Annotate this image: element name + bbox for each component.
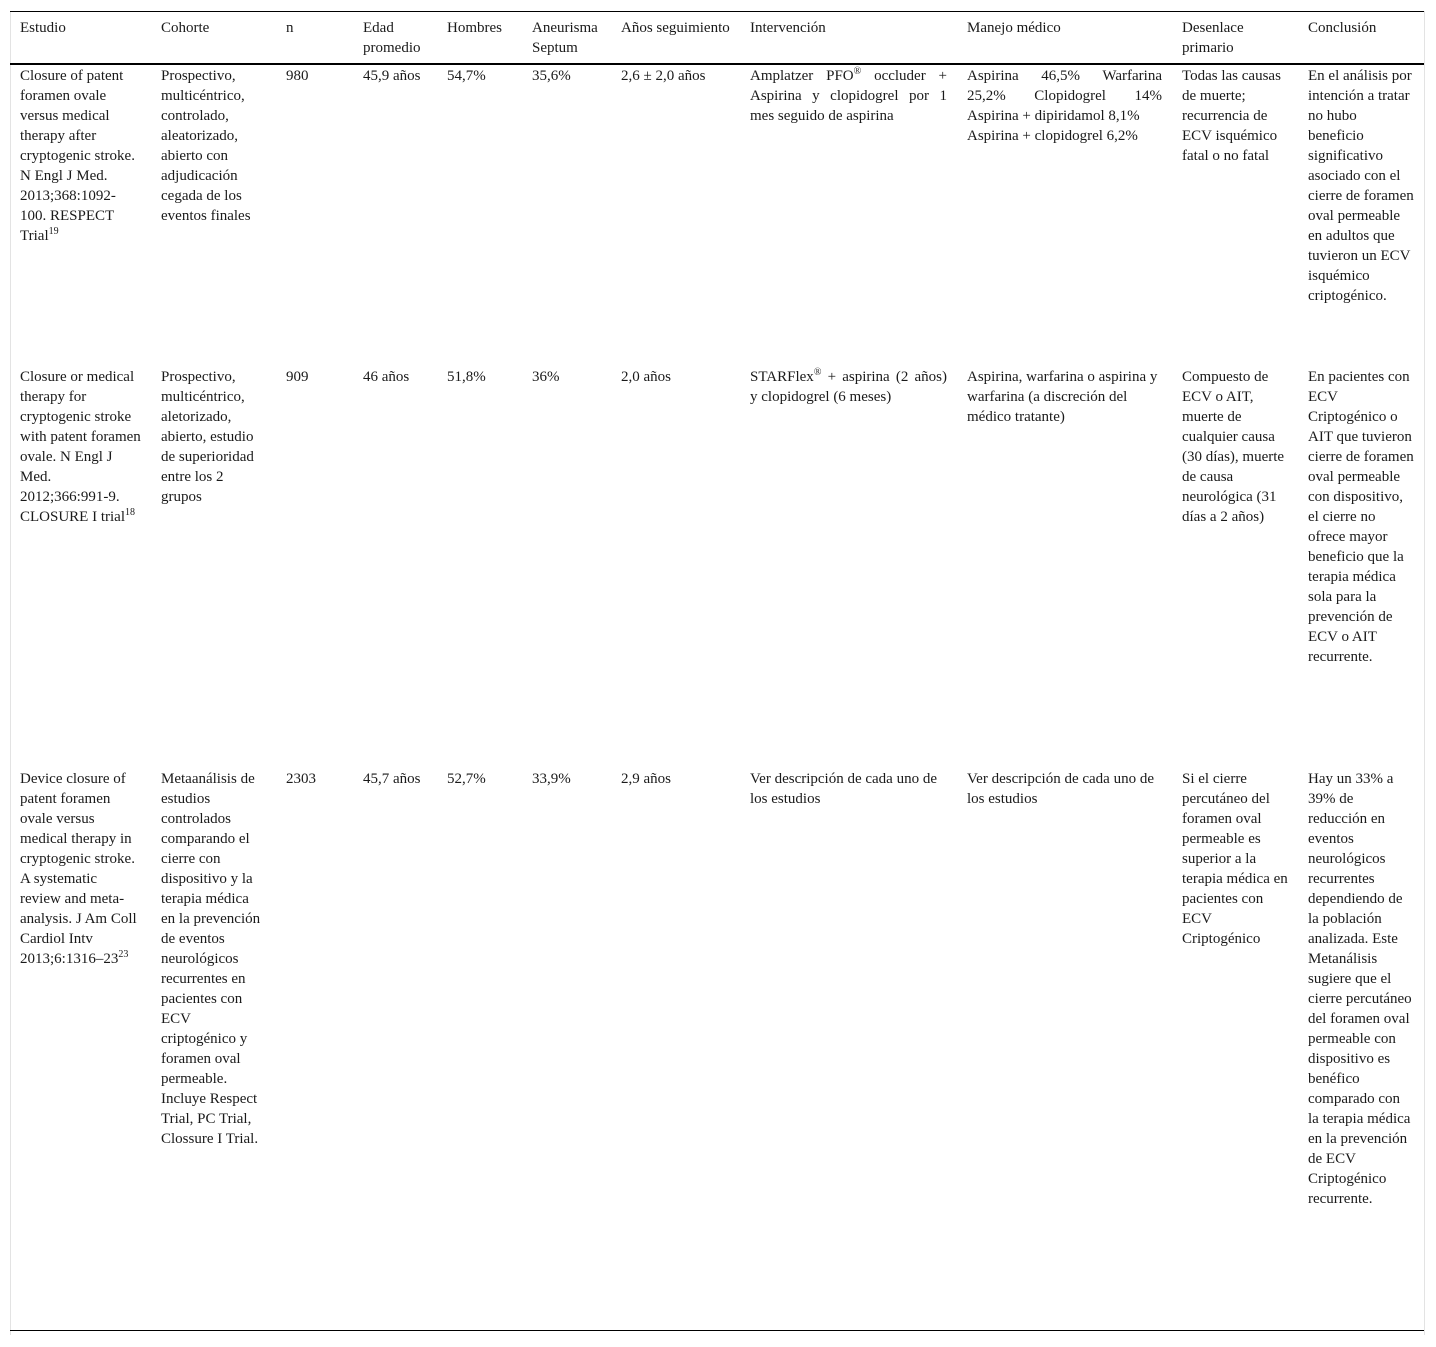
- estudio-text: Closure or medical therapy for cryptogenic stroke with patent foramen ovale. N Engl J Med. 2012;366:991-9. CLOSURE I trial: [20, 369, 141, 525]
- table-right-edge: [1424, 11, 1425, 1335]
- header-desenlace: Desenlace primario: [1182, 20, 1244, 56]
- cell-cohorte: Metaanálisis de estudios controlados comparando el cierre con dispositivo y la terapia médica en la prevención de eventos neurológicos recurrentes en pacientes con ECV criptogénico y foramen oval permeable. Incluye Respect Trial, PC Trial, Clossure I Trial.: [161, 771, 261, 1147]
- cell-edad: 45,7 años: [363, 771, 421, 787]
- studies-table-container: [10, 11, 1424, 1331]
- intervencion-detail: occluder + Aspirina y clopidogrel por 1 mes seguido de aspirina: [750, 68, 947, 124]
- table-body: [10, 64, 1424, 1330]
- intervencion-device: STARFlex: [750, 369, 814, 385]
- header-cohorte: Cohorte: [161, 20, 210, 36]
- header-conclusion: Conclusión: [1308, 20, 1377, 36]
- estudio-text: Closure of patent foramen ovale versus medical therapy after cryptogenic stroke. N Engl J Med. 2013;368:1092-100. RESPECT Trial: [20, 68, 135, 244]
- cell-conclusion: En pacientes con ECV Criptogénico o AIT que tuvieron cierre de foramen oval permeable con dispositivo, el cierre no ofrece mayor beneficio que la terapia médica sola para la prevención de ECV o AIT recurrente.: [1308, 369, 1414, 665]
- cell-edad: 45,9 años: [363, 68, 421, 84]
- cell-intervencion: [740, 64, 957, 366]
- header-aneurisma: Aneurisma Septum: [532, 20, 598, 56]
- cell-aneurisma: 33,9%: [532, 771, 571, 787]
- cell-seguimiento: 2,6 ± 2,0 años: [621, 68, 706, 84]
- header-estudio: Estudio: [20, 20, 66, 36]
- cell-hombres: 52,7%: [447, 771, 486, 787]
- cell-seguimiento: 2,0 años: [621, 369, 671, 385]
- estudio-text: Device closure of patent foramen ovale versus medical therapy in cryptogenic stroke. A systematic review and meta-analysis. J Am Coll Cardiol Intv 2013;6:1316–23: [20, 771, 137, 967]
- cell-estudio: [10, 366, 151, 768]
- reference-number: 23: [118, 949, 129, 960]
- cell-manejo: [957, 64, 1172, 366]
- intervencion-detail: + aspirina (2 años) y clopidogrel (6 meses): [750, 369, 947, 405]
- cell-aneurisma: 36%: [532, 369, 560, 385]
- cell-estudio: [10, 768, 151, 1330]
- cell-intervencion: [740, 366, 957, 768]
- cell-cohorte: Prospectivo, multicéntrico, controlado, aleatorizado, abierto con adjudicación cegada de los eventos finales: [161, 68, 251, 224]
- cell-aneurisma: 35,6%: [532, 68, 571, 84]
- header-hombres: Hombres: [447, 20, 502, 36]
- cell-n: 909: [286, 369, 309, 385]
- reference-number: 19: [48, 226, 59, 237]
- cell-manejo: [957, 768, 1172, 1330]
- cell-hombres: 54,7%: [447, 68, 486, 84]
- cell-estudio: [10, 64, 151, 366]
- registered-mark: ®: [813, 367, 822, 378]
- cell-hombres: 51,8%: [447, 369, 486, 385]
- manejo-line: Aspirina, warfarina o aspirina y warfarina (a discreción del médico tratante): [967, 369, 1158, 425]
- cell-desenlace: Todas las causas de muerte; recurrencia de ECV isquémico fatal o no fatal: [1182, 68, 1281, 164]
- cell-desenlace: Compuesto de ECV o AIT, muerte de cualquier causa (30 días), muerte de causa neurológica (31 días a 2 años): [1182, 369, 1285, 525]
- table-row: [10, 366, 1424, 768]
- cell-n: 980: [286, 68, 309, 84]
- header-intervencion: Intervención: [750, 20, 826, 36]
- cell-manejo: [957, 366, 1172, 768]
- manejo-line: Ver descripción de cada uno de los estudios: [967, 771, 1155, 807]
- header-row: [10, 12, 1424, 65]
- cell-conclusion: En el análisis por intención a tratar no hubo beneficio significativo asociado con el cierre de foramen oval permeable en adultos que tuvieron un ECV isquémico criptogénico.: [1308, 68, 1414, 304]
- cell-conclusion: Hay un 33% a 39% de reducción en eventos neurológicos recurrentes dependiendo de la población analizada. Este Metanálisis sugiere que el cierre percutáneo del foramen oval permeable con dispositivo es benéfico comparado con la terapia médica en la prevención de ECV Criptogénico recurrente.: [1308, 771, 1412, 1207]
- cell-desenlace: Si el cierre percutáneo del foramen oval permeable es superior a la terapia médica en pacientes con ECV Criptogénico: [1182, 771, 1288, 947]
- reference-number: 18: [125, 507, 135, 518]
- intervencion-device: Amplatzer PFO: [750, 68, 854, 84]
- header-n: n: [286, 20, 294, 36]
- table-header: [10, 12, 1424, 65]
- cell-intervencion: [740, 768, 957, 1330]
- table-row: [10, 64, 1424, 366]
- intervencion-device: Ver descripción de cada uno de los estudios: [750, 771, 938, 807]
- studies-table: [10, 11, 1424, 1331]
- manejo-line: Aspirina 46,5% Warfarina 25,2% Clopidogrel 14% Aspirina + dipiridamol 8,1%: [967, 68, 1162, 124]
- manejo-line: Aspirina + clopidogrel 6,2%: [967, 128, 1138, 144]
- cell-seguimiento: 2,9 años: [621, 771, 671, 787]
- header-edad: Edad promedio: [363, 20, 421, 56]
- cell-cohorte: Prospectivo, multicéntrico, aletorizado, abierto, estudio de superioridad entre los 2 grupos: [161, 369, 254, 505]
- table-row: [10, 768, 1424, 1330]
- header-manejo: Manejo médico: [967, 20, 1061, 36]
- registered-mark: ®: [853, 66, 862, 77]
- cell-n: 2303: [286, 771, 316, 787]
- cell-edad: 46 años: [363, 369, 410, 385]
- header-seguimiento: Años seguimiento: [621, 20, 730, 36]
